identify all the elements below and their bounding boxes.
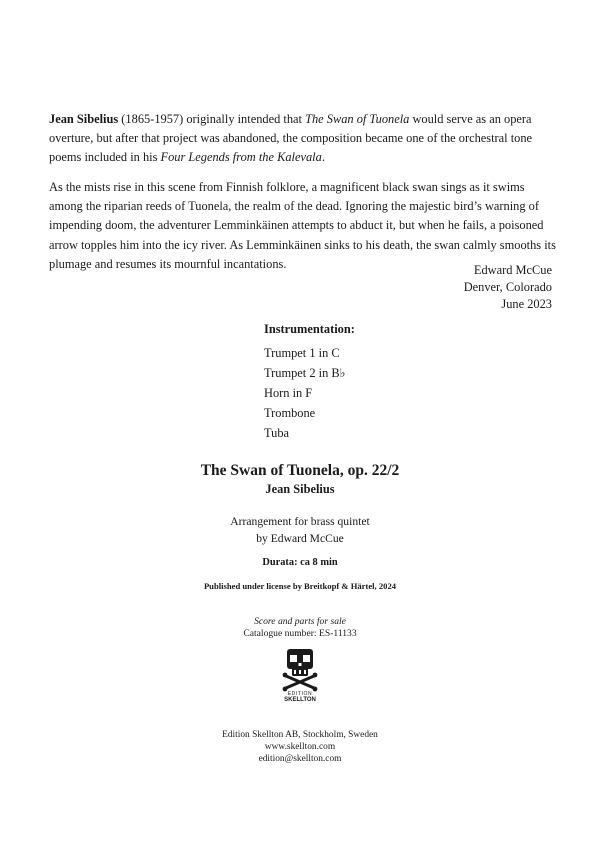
license-notice: Published under license by Breitkopf & Härtel, 2024 [203,581,397,591]
durata: Durata: ca 8 min [262,557,338,568]
intro-text-3: . [321,150,325,165]
work-composer: Jean Sibelius [265,482,335,496]
publisher-email: edition@skellton.com [258,754,342,764]
arrangement-line-1: Arrangement for brass quintet [230,515,370,528]
work-title: The Swan of Tuonela, op. 22/2 [200,462,400,479]
intro-work-title: The Swan of Tuonela [305,112,410,126]
skull-icon [278,646,322,692]
catalogue-number: Catalogue number: ES-11133 [243,628,357,639]
story-paragraph: As the mists rise in this scene from Finnish folklore, a magnificent black swan sings as it swims among the riparian reeds of Tuonela, the realm of the dead. Ignoring the majestic bird’s warning of impending doom, the adventurer Lemminkäinen attempts to abduct it, but when he fails, a poisoned arrow topples him into the icy river. As Lemminkäinen sinks to his death, the swan calmly smooths its plumage and resumes its mournful incantations. [49,180,556,271]
intro-paragraph [49,110,559,168]
publisher-logo [278,646,322,708]
signature-block [464,262,552,313]
signature-place: Denver, Colorado [463,280,552,294]
publisher-website: www.skellton.com [264,742,336,752]
logo-word-skellton: SKELLTON [284,697,316,703]
instrument-item: Trumpet 1 in C [264,346,340,360]
signature-date: June 2023 [501,297,552,311]
arrangement-line-2: by Edward McCue [256,532,344,545]
instrument-item: Tuba [264,426,290,440]
logo-word-edition: EDITION [287,691,313,697]
signature-name: Edward McCue [473,263,552,277]
intro-composer-name: Jean Sibelius [49,112,119,126]
intro-text-2: would serve as an opera overture, but after that project was abandoned, the composition became one of the orchestral tone poems included in his [49,112,533,165]
instrument-item: Trumpet 2 in B♭ [264,366,346,380]
instrument-item: Horn in F [264,386,313,400]
intro-text-1: (1865-1957) originally intended that [118,112,306,126]
sale-note: Score and parts for sale [254,616,346,627]
publisher-address: Edition Skellton AB, Stockholm, Sweden [222,730,378,740]
instrumentation-block [264,321,355,443]
instrument-item: Trombone [264,406,316,420]
intro-cycle-title: Four Legends from the Kalevala [160,150,322,165]
instrumentation-heading: Instrumentation: [264,322,355,336]
